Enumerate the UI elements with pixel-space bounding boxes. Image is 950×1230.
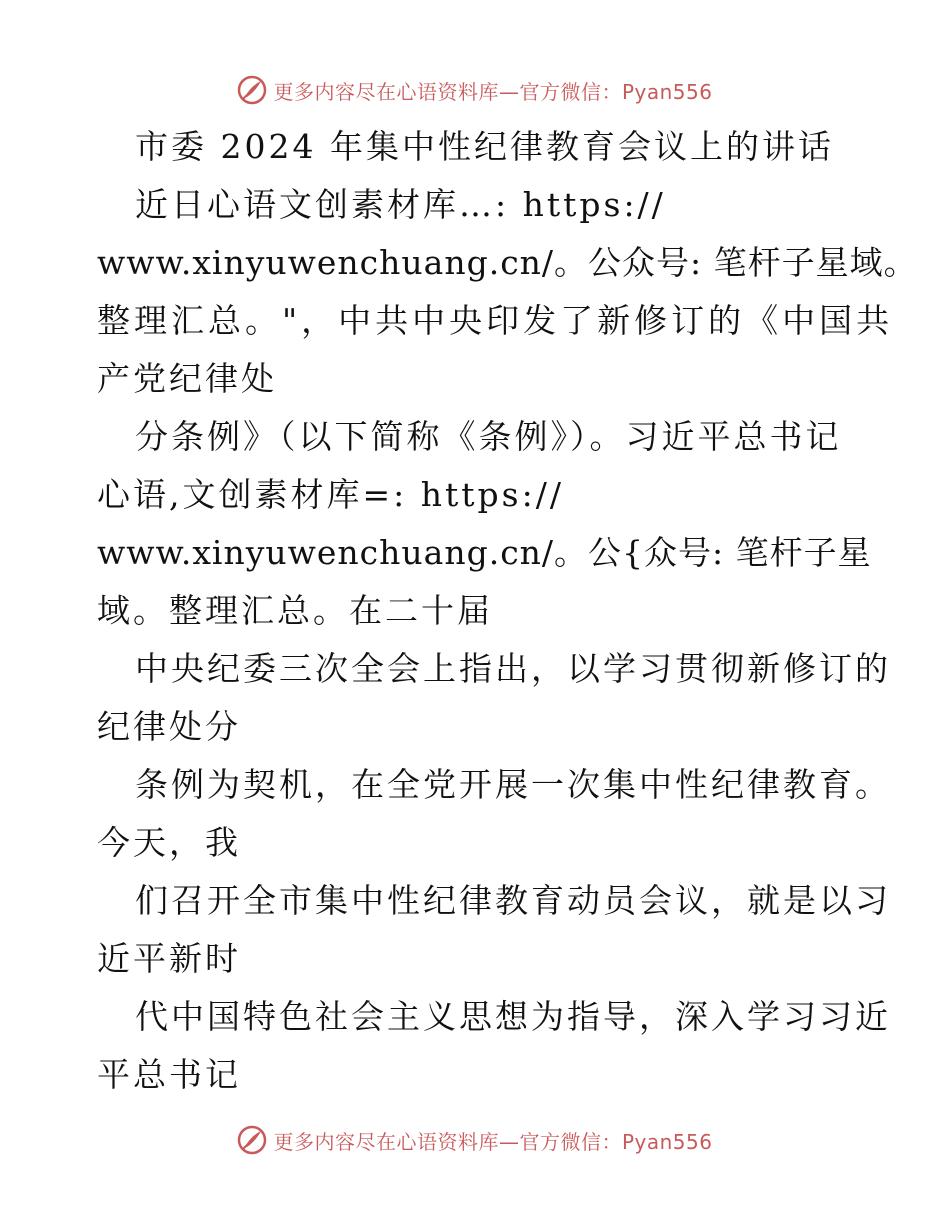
paragraph-line: 条例为契机，在全党开展一次集中性纪律教育。: [135, 765, 891, 804]
paragraph-line: 域。整理汇总。在二十届: [97, 591, 493, 630]
paragraph-line: 代中国特色社会主义思想为指导，深入学习习近: [135, 997, 891, 1036]
paragraph-line: 近平新时: [97, 939, 241, 978]
paragraph-line: 整理汇总。"，中共中央印发了新修订的《中国共: [97, 301, 894, 340]
footer-banner: [0, 1120, 950, 1160]
quill-logo-icon: [237, 75, 267, 105]
paragraph-line: 今天，我: [97, 823, 241, 862]
paragraph-line: www.xinyuwenchuang.cn/。公众号: 笔杆子星域。: [97, 243, 918, 282]
paragraph-line: 近日心语文创素材库…: https://: [135, 185, 666, 224]
banner-text: 更多内容尽在心语资料库—官方微信：Pyan556: [273, 79, 713, 104]
paragraph-line: 心语,文创素材库=: https://: [97, 475, 564, 514]
header-banner: [0, 70, 950, 110]
paragraph-line: 分条例》（以下简称《条例》）。习近平总书记: [135, 417, 842, 456]
paragraph-line: 平总书记: [97, 1055, 241, 1094]
document-title: 市委 2024 年集中性纪律教育会议上的讲话: [135, 127, 834, 166]
banner-text: 更多内容尽在心语资料库—官方微信：Pyan556: [273, 1129, 713, 1154]
paragraph-line: 们召开全市集中性纪律教育动员会议，就是以习: [135, 881, 891, 920]
paragraph-line: www.xinyuwenchuang.cn/。公{众号: 笔杆子星: [97, 533, 872, 572]
paragraph-line: 中央纪委三次全会上指出，以学习贯彻新修订的: [135, 649, 891, 688]
quill-logo-icon: [237, 1125, 267, 1155]
paragraph-line: 产党纪律处: [97, 359, 277, 398]
paragraph-line: 纪律处分: [97, 707, 241, 746]
